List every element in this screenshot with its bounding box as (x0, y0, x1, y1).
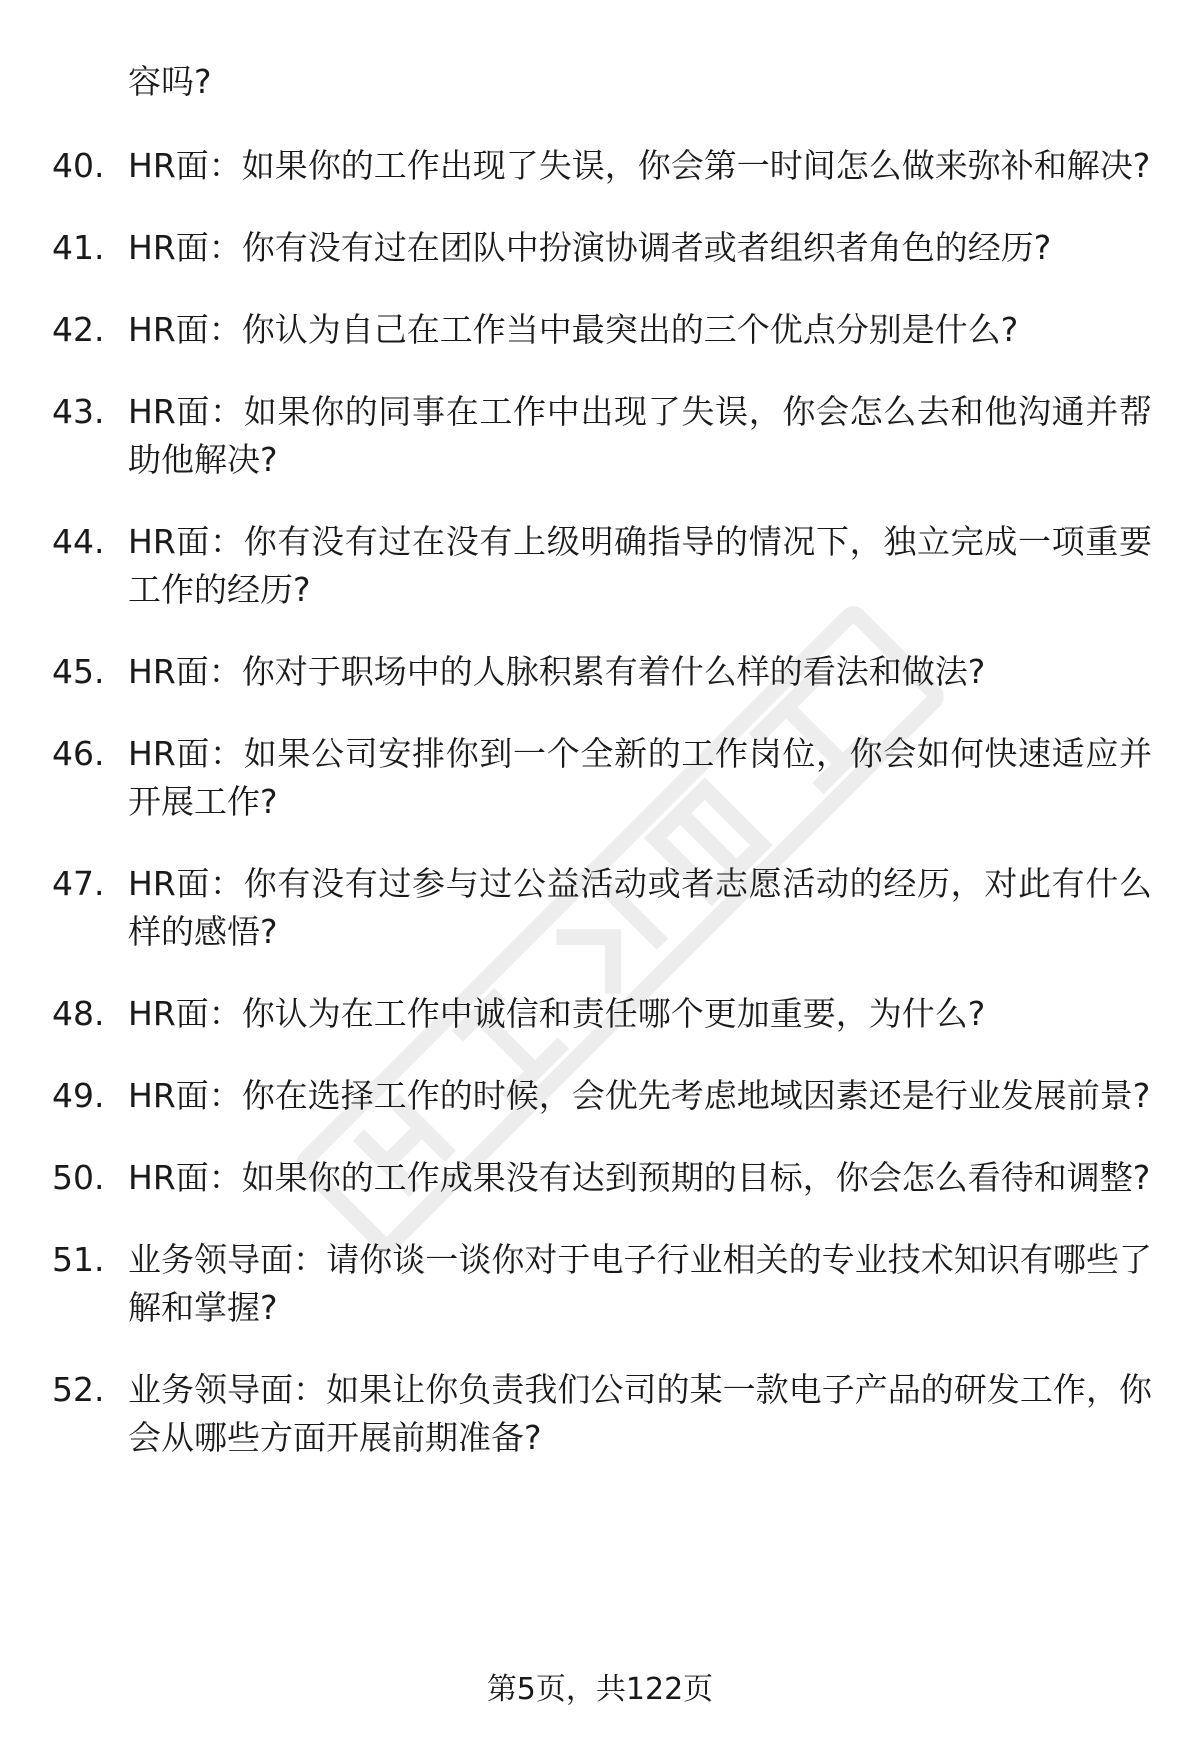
question-item (0, 730, 1200, 826)
question-text: 业务领导面：请你谈一谈你对于电子行业相关的专业技术知识有哪些了解和掌握? (128, 1240, 1152, 1327)
question-item (0, 648, 1200, 696)
question-text: HR面：如果你的工作成果没有达到预期的目标，你会怎么看待和调整? (128, 1158, 1151, 1197)
question-number: 40. (52, 146, 105, 185)
question-number: 41. (52, 228, 105, 267)
question-number: 51. (52, 1240, 105, 1279)
question-item (0, 388, 1200, 484)
question-item (0, 142, 1200, 190)
question-item (0, 306, 1200, 354)
question-item (0, 990, 1200, 1038)
question-item (0, 1154, 1200, 1202)
continuation-text: 容吗? (128, 62, 212, 101)
question-text: HR面：你在选择工作的时候，会优先考虑地域因素还是行业发展前景? (128, 1076, 1151, 1115)
question-number: 45. (52, 652, 105, 691)
question-text: HR面：你对于职场中的人脉积累有着什么样的看法和做法? (128, 652, 986, 691)
question-number: 50. (52, 1158, 105, 1197)
question-item (0, 1236, 1200, 1332)
question-number: 52. (52, 1370, 105, 1409)
question-item (0, 518, 1200, 614)
question-item (0, 1072, 1200, 1120)
question-list (0, 142, 1200, 1496)
question-text: HR面：如果你的工作出现了失误，你会第一时间怎么做来弥补和解决? (128, 146, 1151, 185)
page-footer: 第5页，共122页 (486, 1672, 714, 1707)
question-number: 42. (52, 310, 105, 349)
question-item (0, 1366, 1200, 1462)
question-number: 48. (52, 994, 105, 1033)
question-text: HR面：你有没有过在没有上级明确指导的情况下，独立完成一项重要工作的经历? (128, 522, 1152, 609)
question-text: 业务领导面：如果让你负责我们公司的某一款电子产品的研发工作，你会从哪些方面开展前期准备? (128, 1370, 1152, 1457)
question-number: 46. (52, 734, 105, 773)
question-text: HR面：你认为在工作中诚信和责任哪个更加重要，为什么? (128, 994, 986, 1033)
question-number: 47. (52, 864, 105, 903)
question-text: HR面：你有没有过参与过公益活动或者志愿活动的经历，对此有什么样的感悟? (128, 864, 1152, 951)
question-text: HR面：你有没有过在团队中扮演协调者或者组织者角色的经历? (128, 228, 1052, 267)
question-item (0, 860, 1200, 956)
question-number: 43. (52, 392, 105, 431)
question-number: 49. (52, 1076, 105, 1115)
question-text: HR面：如果公司安排你到一个全新的工作岗位，你会如何快速适应并开展工作? (128, 734, 1152, 821)
question-text: HR面：你认为自己在工作当中最突出的三个优点分别是什么? (128, 310, 1019, 349)
question-item (0, 224, 1200, 272)
question-number: 44. (52, 522, 105, 561)
question-text: HR面：如果你的同事在工作中出现了失误，你会怎么去和他沟通并帮助他解决? (128, 392, 1152, 479)
